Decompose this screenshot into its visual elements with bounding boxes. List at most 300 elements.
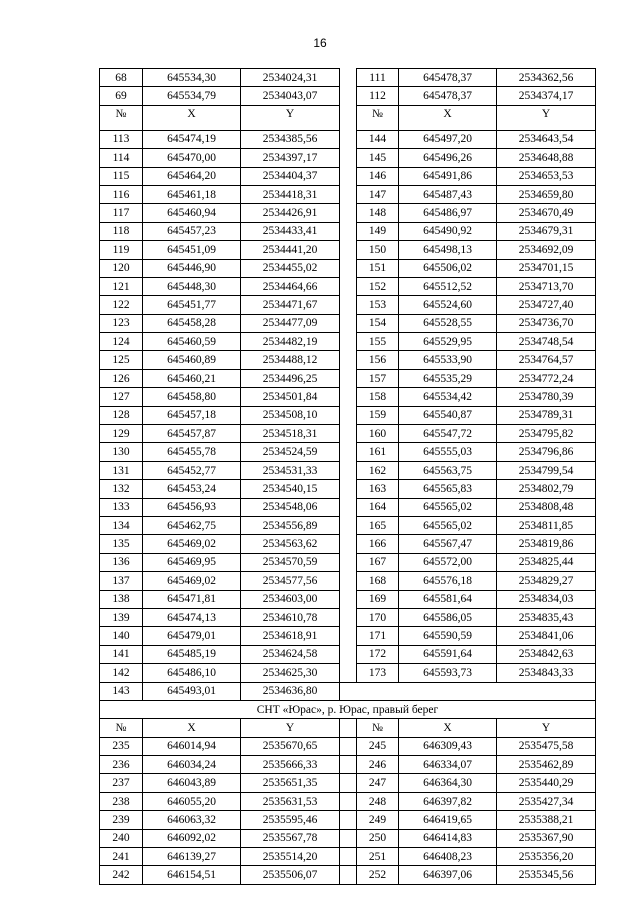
- y-coordinate-cell: 2534548,06: [241, 498, 340, 516]
- point-number-cell: 155: [357, 333, 399, 351]
- column-gap: [340, 130, 357, 148]
- point-number-cell: 172: [357, 645, 399, 663]
- point-number-cell: 170: [357, 608, 399, 626]
- y-coordinate-cell: 2534603,00: [241, 590, 340, 608]
- y-coordinate-cell: 2534727,40: [497, 296, 596, 314]
- column-header: №: [357, 105, 399, 130]
- x-coordinate-cell: 645547,72: [399, 425, 497, 443]
- column-gap: [340, 277, 357, 295]
- x-coordinate-cell: 646309,43: [399, 737, 497, 755]
- column-gap: [340, 351, 357, 369]
- y-coordinate-cell: 2534701,15: [497, 259, 596, 277]
- y-coordinate-cell: 2534835,43: [497, 608, 596, 626]
- point-number-cell: 116: [100, 185, 143, 203]
- x-coordinate-cell: 645478,37: [399, 87, 497, 105]
- point-number-cell: 247: [357, 774, 399, 792]
- table-row: [100, 241, 596, 259]
- point-number-cell: 142: [100, 664, 143, 682]
- empty-cell: [340, 848, 357, 866]
- point-number-cell: 164: [357, 498, 399, 516]
- y-coordinate-cell: 2535631,53: [241, 792, 340, 810]
- point-number-cell: 144: [357, 130, 399, 148]
- y-coordinate-cell: 2534772,24: [497, 369, 596, 387]
- x-coordinate-cell: 645460,89: [143, 351, 241, 369]
- table-row: [100, 314, 596, 332]
- x-coordinate-cell: 646063,32: [143, 811, 241, 829]
- x-coordinate-cell: 645565,02: [399, 498, 497, 516]
- y-coordinate-cell: 2534385,56: [241, 130, 340, 148]
- point-number-cell: 117: [100, 204, 143, 222]
- y-coordinate-cell: 2534802,79: [497, 480, 596, 498]
- y-coordinate-cell: 2534834,03: [497, 590, 596, 608]
- x-coordinate-cell: 645540,87: [399, 406, 497, 424]
- point-number-cell: 137: [100, 572, 143, 590]
- point-number-cell: 169: [357, 590, 399, 608]
- x-coordinate-cell: 645506,02: [399, 259, 497, 277]
- x-coordinate-cell: 645498,13: [399, 241, 497, 259]
- x-coordinate-cell: 645460,21: [143, 369, 241, 387]
- x-coordinate-cell: 645455,78: [143, 443, 241, 461]
- table-row: [100, 645, 596, 663]
- x-coordinate-cell: 645474,19: [143, 130, 241, 148]
- table-row: [100, 866, 596, 884]
- point-number-cell: 245: [357, 737, 399, 755]
- x-coordinate-cell: 645487,43: [399, 185, 497, 203]
- point-number-cell: 165: [357, 516, 399, 534]
- table-row: [100, 443, 596, 461]
- point-number-cell: 122: [100, 296, 143, 314]
- point-number-cell: 236: [100, 756, 143, 774]
- point-number-cell: 126: [100, 369, 143, 387]
- y-coordinate-cell: 2534789,31: [497, 406, 596, 424]
- x-coordinate-cell: 645572,00: [399, 553, 497, 571]
- point-number-cell: 156: [357, 351, 399, 369]
- table-row: [100, 259, 596, 277]
- x-coordinate-cell: 645471,81: [143, 590, 241, 608]
- x-coordinate-cell: 645593,73: [399, 664, 497, 682]
- y-coordinate-cell: 2534563,62: [241, 535, 340, 553]
- point-number-cell: 150: [357, 241, 399, 259]
- x-coordinate-cell: 645458,28: [143, 314, 241, 332]
- point-number-cell: 149: [357, 222, 399, 240]
- column-gap: [340, 87, 357, 105]
- point-number-cell: 114: [100, 149, 143, 167]
- x-coordinate-cell: 646364,30: [399, 774, 497, 792]
- y-coordinate-cell: 2535356,20: [497, 848, 596, 866]
- table-row: [100, 185, 596, 203]
- y-coordinate-cell: 2534625,30: [241, 664, 340, 682]
- point-number-cell: 171: [357, 627, 399, 645]
- x-coordinate-cell: 645474,13: [143, 608, 241, 626]
- x-coordinate-cell: 646419,65: [399, 811, 497, 829]
- column-gap: [340, 608, 357, 626]
- table-row: [100, 553, 596, 571]
- x-coordinate-cell: 645534,79: [143, 87, 241, 105]
- y-coordinate-cell: 2534418,31: [241, 185, 340, 203]
- table-row: [100, 756, 596, 774]
- table-row: [100, 682, 596, 700]
- x-coordinate-cell: 646034,24: [143, 756, 241, 774]
- x-coordinate-cell: 645591,64: [399, 645, 497, 663]
- table-row: [100, 590, 596, 608]
- y-coordinate-cell: 2535595,46: [241, 811, 340, 829]
- point-number-cell: 118: [100, 222, 143, 240]
- point-number-cell: 112: [357, 87, 399, 105]
- y-coordinate-cell: 2534648,88: [497, 149, 596, 167]
- x-coordinate-cell: 645486,97: [399, 204, 497, 222]
- x-coordinate-cell: 645456,93: [143, 498, 241, 516]
- y-coordinate-cell: 2534636,80: [241, 682, 340, 700]
- x-coordinate-cell: 645460,94: [143, 204, 241, 222]
- column-gap: [340, 443, 357, 461]
- y-coordinate-cell: 2534843,33: [497, 664, 596, 682]
- column-header: Y: [241, 105, 340, 130]
- column-gap: [340, 167, 357, 185]
- x-coordinate-cell: 646397,82: [399, 792, 497, 810]
- table-row: [100, 664, 596, 682]
- column-header: X: [143, 719, 241, 737]
- x-coordinate-cell: 645496,26: [399, 149, 497, 167]
- y-coordinate-cell: 2534811,85: [497, 516, 596, 534]
- table-row: [100, 498, 596, 516]
- y-coordinate-cell: 2534496,25: [241, 369, 340, 387]
- y-coordinate-cell: 2534464,66: [241, 277, 340, 295]
- y-coordinate-cell: 2534618,91: [241, 627, 340, 645]
- table-row: [100, 461, 596, 479]
- table-row: [100, 792, 596, 810]
- column-gap: [340, 572, 357, 590]
- x-coordinate-cell: 646408,23: [399, 848, 497, 866]
- table-row: [100, 737, 596, 755]
- y-coordinate-cell: 2535440,29: [497, 774, 596, 792]
- column-gap: [340, 425, 357, 443]
- x-coordinate-cell: 645452,77: [143, 461, 241, 479]
- point-number-cell: 111: [357, 69, 399, 87]
- x-coordinate-cell: 645469,02: [143, 535, 241, 553]
- point-number-cell: 168: [357, 572, 399, 590]
- section-title: СНТ «Юрас», р. Юрас, правый берег: [100, 700, 596, 718]
- point-number-cell: 240: [100, 829, 143, 847]
- table-row: [100, 130, 596, 148]
- x-coordinate-cell: 645457,87: [143, 425, 241, 443]
- column-gap: [340, 185, 357, 203]
- column-gap: [340, 535, 357, 553]
- point-number-cell: 251: [357, 848, 399, 866]
- x-coordinate-cell: 646055,20: [143, 792, 241, 810]
- point-number-cell: 143: [100, 682, 143, 700]
- table-row: [100, 829, 596, 847]
- y-coordinate-cell: 2534748,54: [497, 333, 596, 351]
- column-gap: [340, 553, 357, 571]
- column-gap: [340, 222, 357, 240]
- table-header-row: [100, 719, 596, 737]
- x-coordinate-cell: 646014,94: [143, 737, 241, 755]
- table-row: [100, 406, 596, 424]
- point-number-cell: 159: [357, 406, 399, 424]
- y-coordinate-cell: 2534610,78: [241, 608, 340, 626]
- y-coordinate-cell: 2534795,82: [497, 425, 596, 443]
- y-coordinate-cell: 2535670,65: [241, 737, 340, 755]
- y-coordinate-cell: 2535345,56: [497, 866, 596, 884]
- x-coordinate-cell: 645490,92: [399, 222, 497, 240]
- table-row: [100, 149, 596, 167]
- y-coordinate-cell: 2534433,41: [241, 222, 340, 240]
- y-coordinate-cell: 2534482,19: [241, 333, 340, 351]
- x-coordinate-cell: 645462,75: [143, 516, 241, 534]
- y-coordinate-cell: 2535514,20: [241, 848, 340, 866]
- y-coordinate-cell: 2534374,17: [497, 87, 596, 105]
- point-number-cell: 252: [357, 866, 399, 884]
- page-number: 16: [313, 36, 327, 50]
- table-row: [100, 572, 596, 590]
- column-header: №: [357, 719, 399, 737]
- table-row: [100, 69, 596, 87]
- column-gap: [340, 369, 357, 387]
- empty-cell: [340, 719, 357, 737]
- x-coordinate-cell: 645534,30: [143, 69, 241, 87]
- y-coordinate-cell: 2534841,06: [497, 627, 596, 645]
- y-coordinate-cell: 2534577,56: [241, 572, 340, 590]
- x-coordinate-cell: 645457,18: [143, 406, 241, 424]
- table-row: [100, 608, 596, 626]
- table-header-row: [100, 105, 596, 130]
- x-coordinate-cell: 645485,19: [143, 645, 241, 663]
- point-number-cell: 123: [100, 314, 143, 332]
- point-number-cell: 125: [100, 351, 143, 369]
- table-row: [100, 516, 596, 534]
- point-number-cell: 146: [357, 167, 399, 185]
- point-number-cell: 157: [357, 369, 399, 387]
- point-number-cell: 135: [100, 535, 143, 553]
- point-number-cell: 242: [100, 866, 143, 884]
- y-coordinate-cell: 2535427,34: [497, 792, 596, 810]
- x-coordinate-cell: 645493,01: [143, 682, 241, 700]
- table-row: [100, 388, 596, 406]
- x-coordinate-cell: 646397,06: [399, 866, 497, 884]
- table-row: [100, 333, 596, 351]
- point-number-cell: 235: [100, 737, 143, 755]
- y-coordinate-cell: 2534471,67: [241, 296, 340, 314]
- y-coordinate-cell: 2534653,53: [497, 167, 596, 185]
- y-coordinate-cell: 2534426,91: [241, 204, 340, 222]
- y-coordinate-cell: 2534679,31: [497, 222, 596, 240]
- x-coordinate-cell: 645529,95: [399, 333, 497, 351]
- y-coordinate-cell: 2535475,58: [497, 737, 596, 755]
- point-number-cell: 140: [100, 627, 143, 645]
- point-number-cell: 166: [357, 535, 399, 553]
- x-coordinate-cell: 645491,86: [399, 167, 497, 185]
- column-gap: [340, 69, 357, 87]
- point-number-cell: 145: [357, 149, 399, 167]
- y-coordinate-cell: 2534524,59: [241, 443, 340, 461]
- y-coordinate-cell: 2534829,27: [497, 572, 596, 590]
- point-number-cell: 133: [100, 498, 143, 516]
- y-coordinate-cell: 2534692,09: [497, 241, 596, 259]
- x-coordinate-cell: 645486,10: [143, 664, 241, 682]
- x-coordinate-cell: 645470,00: [143, 149, 241, 167]
- table-row: [100, 811, 596, 829]
- y-coordinate-cell: 2535567,78: [241, 829, 340, 847]
- column-gap: [340, 516, 357, 534]
- point-number-cell: 69: [100, 87, 143, 105]
- x-coordinate-cell: 646092,02: [143, 829, 241, 847]
- x-coordinate-cell: 645576,18: [399, 572, 497, 590]
- point-number-cell: 241: [100, 848, 143, 866]
- x-coordinate-cell: 645581,64: [399, 590, 497, 608]
- table-row: [100, 351, 596, 369]
- point-number-cell: 124: [100, 333, 143, 351]
- point-number-cell: 249: [357, 811, 399, 829]
- x-coordinate-cell: 645464,20: [143, 167, 241, 185]
- column-gap: [340, 388, 357, 406]
- point-number-cell: 148: [357, 204, 399, 222]
- y-coordinate-cell: 2534455,02: [241, 259, 340, 277]
- section-title-row: [100, 700, 596, 718]
- table-row: [100, 848, 596, 866]
- column-gap: [340, 259, 357, 277]
- point-number-cell: 239: [100, 811, 143, 829]
- column-gap: [340, 461, 357, 479]
- x-coordinate-cell: 645563,75: [399, 461, 497, 479]
- point-number-cell: 128: [100, 406, 143, 424]
- column-gap: [340, 296, 357, 314]
- x-coordinate-cell: 645451,77: [143, 296, 241, 314]
- x-coordinate-cell: 646334,07: [399, 756, 497, 774]
- point-number-cell: 129: [100, 425, 143, 443]
- y-coordinate-cell: 2534404,37: [241, 167, 340, 185]
- point-number-cell: 121: [100, 277, 143, 295]
- x-coordinate-cell: 646139,27: [143, 848, 241, 866]
- x-coordinate-cell: 645590,59: [399, 627, 497, 645]
- point-number-cell: 132: [100, 480, 143, 498]
- y-coordinate-cell: 2534808,48: [497, 498, 596, 516]
- point-number-cell: 141: [100, 645, 143, 663]
- x-coordinate-cell: 646043,89: [143, 774, 241, 792]
- x-coordinate-cell: 645565,83: [399, 480, 497, 498]
- empty-cell: [340, 682, 596, 700]
- y-coordinate-cell: 2535388,21: [497, 811, 596, 829]
- x-coordinate-cell: 645533,90: [399, 351, 497, 369]
- y-coordinate-cell: 2534043,07: [241, 87, 340, 105]
- column-gap: [340, 664, 357, 682]
- column-gap: [340, 333, 357, 351]
- table-row: [100, 535, 596, 553]
- y-coordinate-cell: 2534477,09: [241, 314, 340, 332]
- column-gap: [340, 204, 357, 222]
- y-coordinate-cell: 2534713,70: [497, 277, 596, 295]
- table-row: [100, 369, 596, 387]
- point-number-cell: 162: [357, 461, 399, 479]
- point-number-cell: 138: [100, 590, 143, 608]
- empty-cell: [340, 829, 357, 847]
- column-gap: [340, 645, 357, 663]
- column-header: Y: [497, 719, 596, 737]
- empty-cell: [340, 811, 357, 829]
- y-coordinate-cell: 2534842,63: [497, 645, 596, 663]
- x-coordinate-cell: 645497,20: [399, 130, 497, 148]
- table-row: [100, 204, 596, 222]
- y-coordinate-cell: 2534518,31: [241, 425, 340, 443]
- x-coordinate-cell: 645528,55: [399, 314, 497, 332]
- empty-cell: [340, 756, 357, 774]
- column-header: X: [399, 105, 497, 130]
- y-coordinate-cell: 2534570,59: [241, 553, 340, 571]
- x-coordinate-cell: 645565,02: [399, 516, 497, 534]
- point-number-cell: 68: [100, 69, 143, 87]
- x-coordinate-cell: 645535,29: [399, 369, 497, 387]
- x-coordinate-cell: 645446,90: [143, 259, 241, 277]
- y-coordinate-cell: 2534825,44: [497, 553, 596, 571]
- y-coordinate-cell: 2534819,86: [497, 535, 596, 553]
- y-coordinate-cell: 2534488,12: [241, 351, 340, 369]
- y-coordinate-cell: 2534643,54: [497, 130, 596, 148]
- x-coordinate-cell: 645469,02: [143, 572, 241, 590]
- point-number-cell: 237: [100, 774, 143, 792]
- table-row: [100, 222, 596, 240]
- column-gap: [340, 627, 357, 645]
- column-header: Y: [241, 719, 340, 737]
- point-number-cell: 115: [100, 167, 143, 185]
- x-coordinate-cell: 645458,80: [143, 388, 241, 406]
- y-coordinate-cell: 2535506,07: [241, 866, 340, 884]
- coordinates-table: [99, 68, 596, 885]
- point-number-cell: 151: [357, 259, 399, 277]
- point-number-cell: 161: [357, 443, 399, 461]
- y-coordinate-cell: 2534799,54: [497, 461, 596, 479]
- x-coordinate-cell: 646154,51: [143, 866, 241, 884]
- x-coordinate-cell: 645512,52: [399, 277, 497, 295]
- column-header: X: [399, 719, 497, 737]
- point-number-cell: 119: [100, 241, 143, 259]
- x-coordinate-cell: 645567,47: [399, 535, 497, 553]
- x-coordinate-cell: 645461,18: [143, 185, 241, 203]
- x-coordinate-cell: 645460,59: [143, 333, 241, 351]
- y-coordinate-cell: 2534624,58: [241, 645, 340, 663]
- y-coordinate-cell: 2535666,33: [241, 756, 340, 774]
- y-coordinate-cell: 2534362,56: [497, 69, 596, 87]
- column-gap: [340, 480, 357, 498]
- column-gap: [340, 149, 357, 167]
- x-coordinate-cell: 645479,01: [143, 627, 241, 645]
- y-coordinate-cell: 2535462,89: [497, 756, 596, 774]
- y-coordinate-cell: 2534501,84: [241, 388, 340, 406]
- point-number-cell: 248: [357, 792, 399, 810]
- column-header: №: [100, 105, 143, 130]
- x-coordinate-cell: 645524,60: [399, 296, 497, 314]
- y-coordinate-cell: 2534397,17: [241, 149, 340, 167]
- empty-cell: [340, 792, 357, 810]
- point-number-cell: 131: [100, 461, 143, 479]
- y-coordinate-cell: 2534508,10: [241, 406, 340, 424]
- y-coordinate-cell: 2535651,35: [241, 774, 340, 792]
- point-number-cell: 173: [357, 664, 399, 682]
- column-gap: [340, 314, 357, 332]
- table-row: [100, 87, 596, 105]
- point-number-cell: 167: [357, 553, 399, 571]
- point-number-cell: 250: [357, 829, 399, 847]
- x-coordinate-cell: 645555,03: [399, 443, 497, 461]
- y-coordinate-cell: 2534531,33: [241, 461, 340, 479]
- x-coordinate-cell: 645469,95: [143, 553, 241, 571]
- table-row: [100, 296, 596, 314]
- point-number-cell: 127: [100, 388, 143, 406]
- point-number-cell: 163: [357, 480, 399, 498]
- column-header: Y: [497, 105, 596, 130]
- table-row: [100, 277, 596, 295]
- x-coordinate-cell: 645457,23: [143, 222, 241, 240]
- y-coordinate-cell: 2535367,90: [497, 829, 596, 847]
- table-row: [100, 627, 596, 645]
